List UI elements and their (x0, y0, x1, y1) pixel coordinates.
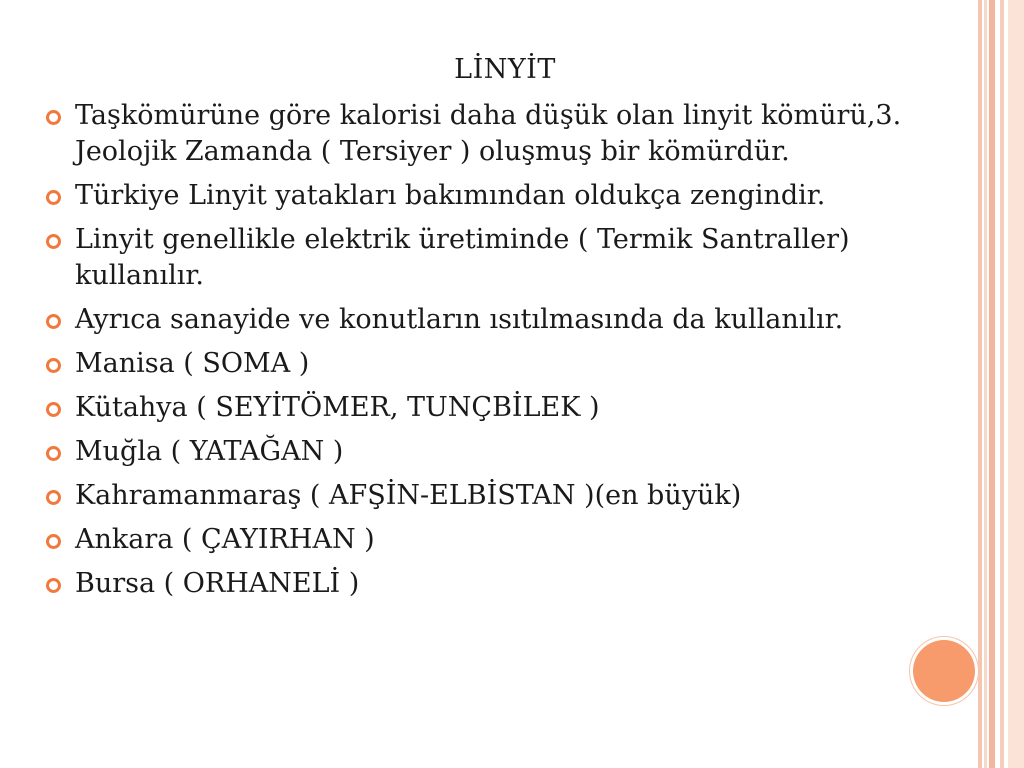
bullet-item (44, 390, 964, 426)
decorative-stripe (1008, 0, 1024, 768)
circle-bullet-icon (46, 402, 61, 417)
slide-title: LİNYİT (454, 54, 556, 85)
bullet-list (44, 98, 964, 610)
bullet-text: Linyit genellikle elektrik üretiminde ( Termik Santraller) kullanılır. (75, 224, 850, 291)
circle-bullet-icon (46, 446, 61, 461)
bullet-text: Türkiye Linyit yatakları bakımından oldukça zengindir. (75, 180, 826, 211)
decorative-stripe (989, 0, 995, 768)
bullet-item (44, 478, 964, 514)
bullet-text: Bursa ( ORHANELİ ) (75, 568, 360, 599)
bullet-item (44, 566, 964, 602)
circle-bullet-icon (46, 314, 61, 329)
decorative-stripe (978, 0, 982, 768)
bullet-text: Kütahya ( SEYİTÖMER, TUNÇBİLEK ) (75, 392, 600, 423)
bullet-item (44, 434, 964, 470)
bullet-item (44, 222, 964, 294)
bullet-item (44, 302, 964, 338)
decorative-circle (913, 640, 975, 702)
bullet-text: Muğla ( YATAĞAN ) (75, 436, 344, 467)
bullet-item (44, 346, 964, 382)
bullet-text: Ankara ( ÇAYIRHAN ) (75, 524, 375, 555)
bullet-text: Kahramanmaraş ( AFŞİN-ELBİSTAN )(en büyük) (75, 480, 742, 511)
bullet-text: Ayrıca sanayide ve konutların ısıtılmasında da kullanılır. (75, 304, 844, 335)
circle-bullet-icon (46, 110, 61, 125)
bullet-item (44, 522, 964, 558)
decorative-stripe (984, 0, 987, 768)
circle-bullet-icon (46, 534, 61, 549)
bullet-text: Taşkömürüne göre kalorisi daha düşük olan linyit kömürü,3. Jeolojik Zamanda ( Tersiyer ) oluşmuş bir kömürdür. (75, 100, 902, 167)
circle-bullet-icon (46, 234, 61, 249)
bullet-item (44, 98, 964, 170)
circle-bullet-icon (46, 190, 61, 205)
circle-bullet-icon (46, 358, 61, 373)
decorative-stripe (1000, 0, 1004, 768)
circle-bullet-icon (46, 578, 61, 593)
bullet-text: Manisa ( SOMA ) (75, 348, 310, 379)
circle-bullet-icon (46, 490, 61, 505)
bullet-item (44, 178, 964, 214)
